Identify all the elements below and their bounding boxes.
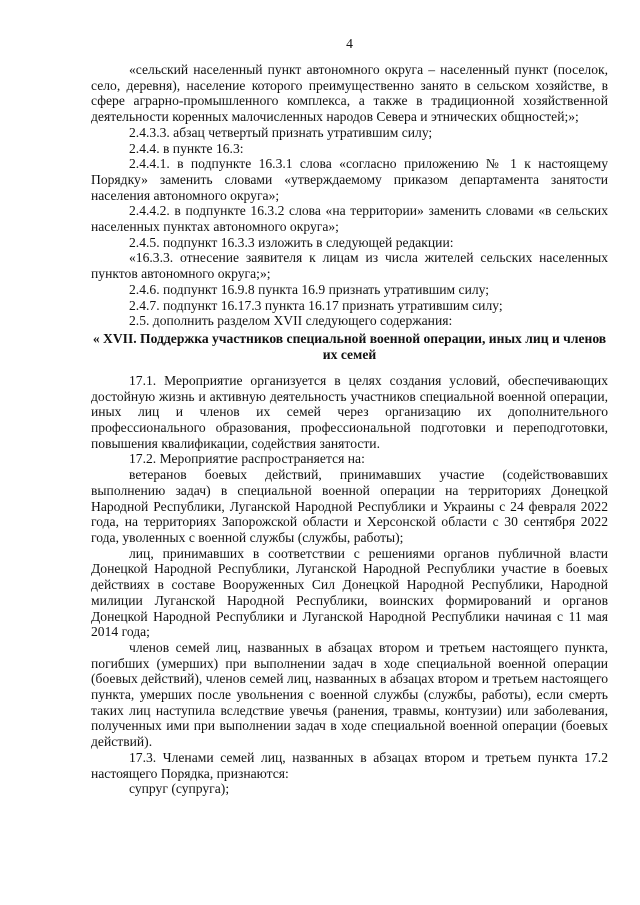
paragraph: супруг (супруга); — [129, 781, 230, 797]
paragraph: членов семей лиц, названных в абзацах втором и третьем настоящего пункта, погибших (умерших) при выполнении задач в ходе специальной военной операции (боевых действий), членов семей лиц, названных в абзацах втором и третьем настоящего пункта, умерших после увольнения с военной службы (службы, работы), если смерть таких лиц наступила вследствие увечья (ранения, травмы, контузии) или заболевания, полученных ими при выполнении задач в ходе специальной военной операции (боевых действий). — [91, 639, 608, 750]
paragraph: 2.4.4.2. в подпункте 16.3.2 слова «на территории» заменить словами «в сельских населенных пунктах автономного округа»; — [91, 203, 608, 235]
paragraph: «сельский населенный пункт автономного округа – населенный пункт (поселок, село, деревня), население которого преимущественно занято в сельском хозяйстве, в сфере аграрно-промышленного комплекса, а также в традиционной хозяйственной деятельности коренных малочисленных народов Севера и этнических общностей;»; — [91, 62, 608, 125]
paragraph: 17.3. Членами семей лиц, названных в абзацах втором и третьем пункта 17.2 настоящего Порядка, признаются: — [91, 749, 608, 781]
paragraph: 2.4.3.3. абзац четвертый признать утратившим силу; — [129, 124, 433, 140]
paragraph: лиц, принимавших в соответствии с решениями органов публичной власти Донецкой Народной Республики, Луганской Народной Республики участие в боевых действиях в составе Вооруженных Сил Донецкой Народной Республики, Народной милиции Луганской Народной Республики, воинских формирований и органов Донецкой Народной Республики и Луганской Народной Республики начиная с 11 мая 2014 года; — [91, 545, 608, 640]
paragraph: 17.2. Мероприятие распространяется на: — [129, 451, 365, 467]
paragraph: 2.5. дополнить разделом XVII следующего содержания: — [129, 313, 453, 329]
paragraph: 2.4.4. в пункте 16.3: — [129, 140, 244, 156]
page-number: 4 — [346, 36, 353, 51]
paragraph: 2.4.7. подпункт 16.17.3 пункта 16.17 признать утратившим силу; — [129, 297, 503, 313]
document-body — [91, 62, 608, 797]
paragraph: 17.1. Мероприятие организуется в целях создания условий, обеспечивающих достойную жизнь и активную деятельность участников специальной военной операции, иных лиц и членов их семей через организацию их дополнительного профессионального образования, профессиональной подготовки и переподготовки, повышения квалификации, содействия занятости. — [91, 372, 608, 451]
paragraph: 2.4.5. подпункт 16.3.3 изложить в следующей редакции: — [129, 234, 454, 250]
paragraph: «16.3.3. отнесение заявителя к лицам из числа жителей сельских населенных пунктов автономного округа;»; — [91, 250, 608, 282]
paragraph: 2.4.4.1. в подпункте 16.3.1 слова «согласно приложению № 1 к настоящему Порядку» заменить словами «утверждаемому приказом департамента занятости населения автономного округа»; — [91, 156, 608, 203]
section-heading: « XVII. Поддержка участников специальной военной операции, иных лиц и членов их семей — [92, 330, 607, 362]
paragraph: ветеранов боевых действий, принимавших участие (содействовавших выполнению задач) в специальной военной операции на территориях Донецкой Народной Республики, Луганской Народной Республики и Украины с 24 февраля 2022 года, на территориях Запорожской области и Херсонской области с 30 сентября 2022 года, уволенных с военной службы (службы, работы); — [91, 467, 608, 545]
paragraph: 2.4.6. подпункт 16.9.8 пункта 16.9 признать утратившим силу; — [129, 281, 490, 297]
